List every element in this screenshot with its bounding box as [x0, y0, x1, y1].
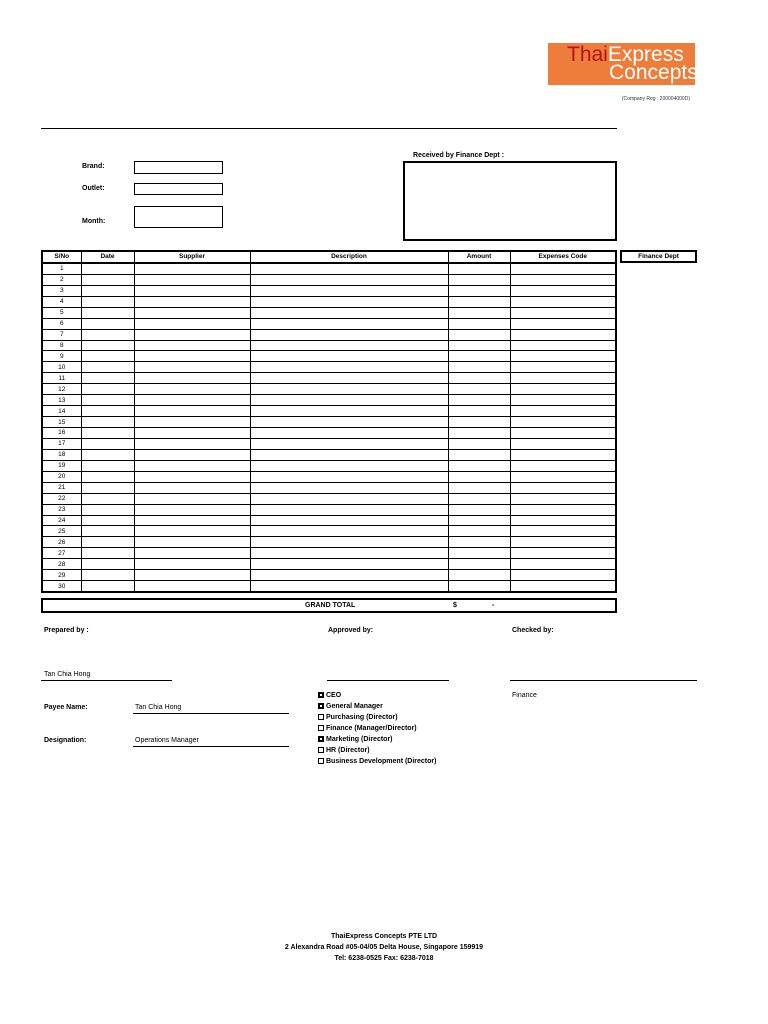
- cell-date[interactable]: [81, 373, 134, 384]
- cell-supplier[interactable]: [134, 285, 250, 296]
- cell-amount[interactable]: [448, 417, 510, 428]
- cell-description[interactable]: [250, 351, 448, 362]
- table-row: [42, 526, 616, 537]
- table-row: [42, 559, 616, 570]
- received-label: Received by Finance Dept :: [413, 152, 505, 159]
- table-row: [42, 417, 616, 428]
- cell-sno: 6: [42, 318, 81, 329]
- cell-sno: 4: [42, 296, 81, 307]
- cell-sno: 8: [42, 340, 81, 351]
- finance-dept-header: Finance Dept: [620, 250, 697, 263]
- col-header-amount: Amount: [448, 251, 510, 263]
- cell-date[interactable]: [81, 526, 134, 537]
- cell-description[interactable]: [250, 362, 448, 373]
- cell-supplier[interactable]: [134, 504, 250, 515]
- cell-description[interactable]: [250, 417, 448, 428]
- cell-supplier[interactable]: [134, 449, 250, 460]
- table-row: [42, 373, 616, 384]
- cell-description[interactable]: [250, 493, 448, 504]
- cell-description[interactable]: [250, 438, 448, 449]
- cell-date[interactable]: [81, 384, 134, 395]
- cell-supplier[interactable]: [134, 307, 250, 318]
- checkbox-icon[interactable]: [318, 725, 324, 731]
- cell-date[interactable]: [81, 406, 134, 417]
- payee-name-label: Payee Name:: [44, 704, 88, 711]
- col-header-sno: S/No: [42, 251, 81, 263]
- cell-supplier[interactable]: [134, 581, 250, 592]
- cell-sno: 11: [42, 373, 81, 384]
- table-row: [42, 548, 616, 559]
- cell-description[interactable]: [250, 406, 448, 417]
- cell-description[interactable]: [250, 460, 448, 471]
- cell-expenses-code[interactable]: [510, 307, 616, 318]
- checkbox-icon[interactable]: [318, 703, 324, 709]
- cell-description[interactable]: [250, 428, 448, 439]
- cell-date[interactable]: [81, 581, 134, 592]
- cell-sno: 22: [42, 493, 81, 504]
- cell-amount[interactable]: [448, 581, 510, 592]
- cell-supplier[interactable]: [134, 515, 250, 526]
- logo-text-express: Express: [607, 43, 684, 66]
- grand-total-currency: $: [453, 602, 457, 609]
- checked-by-label: Checked by:: [512, 627, 554, 634]
- cell-expenses-code[interactable]: [510, 526, 616, 537]
- finance-label: Finance: [512, 692, 537, 699]
- grand-total-value: -: [492, 602, 495, 609]
- cell-date[interactable]: [81, 362, 134, 373]
- cell-sno: 12: [42, 384, 81, 395]
- received-box[interactable]: [403, 161, 617, 241]
- cell-expenses-code[interactable]: [510, 482, 616, 493]
- cell-sno: 21: [42, 482, 81, 493]
- cell-expenses-code[interactable]: [510, 471, 616, 482]
- cell-supplier[interactable]: [134, 373, 250, 384]
- month-label: Month:: [82, 218, 106, 225]
- cell-supplier[interactable]: [134, 395, 250, 406]
- cell-amount[interactable]: [448, 395, 510, 406]
- checkbox-icon[interactable]: [318, 758, 324, 764]
- cell-date[interactable]: [81, 307, 134, 318]
- cell-sno: 23: [42, 504, 81, 515]
- cell-amount[interactable]: [448, 570, 510, 581]
- cell-expenses-code[interactable]: [510, 274, 616, 285]
- cell-date[interactable]: [81, 285, 134, 296]
- cell-amount[interactable]: [448, 362, 510, 373]
- checkbox-icon[interactable]: [318, 692, 324, 698]
- cell-date[interactable]: [81, 504, 134, 515]
- cell-supplier[interactable]: [134, 263, 250, 274]
- cell-supplier[interactable]: [134, 548, 250, 559]
- cell-expenses-code[interactable]: [510, 460, 616, 471]
- cell-expenses-code[interactable]: [510, 373, 616, 384]
- cell-expenses-code[interactable]: [510, 548, 616, 559]
- cell-expenses-code[interactable]: [510, 581, 616, 592]
- cell-amount[interactable]: [448, 504, 510, 515]
- cell-description[interactable]: [250, 559, 448, 570]
- cell-amount[interactable]: [448, 340, 510, 351]
- cell-description[interactable]: [250, 515, 448, 526]
- cell-date[interactable]: [81, 417, 134, 428]
- cell-sno: 5: [42, 307, 81, 318]
- approver-business-development[interactable]: Business Development (Director): [318, 758, 436, 765]
- cell-expenses-code[interactable]: [510, 504, 616, 515]
- table-row: [42, 428, 616, 439]
- cell-sno: 26: [42, 537, 81, 548]
- cell-description[interactable]: [250, 526, 448, 537]
- cell-expenses-code[interactable]: [510, 362, 616, 373]
- cell-supplier[interactable]: [134, 537, 250, 548]
- table-row: [42, 395, 616, 406]
- cell-date[interactable]: [81, 548, 134, 559]
- cell-expenses-code[interactable]: [510, 285, 616, 296]
- cell-sno: 16: [42, 428, 81, 439]
- table-row: [42, 318, 616, 329]
- cell-supplier[interactable]: [134, 471, 250, 482]
- col-header-expenses-code: Expenses Code: [510, 251, 616, 263]
- designation-label: Designation:: [44, 737, 87, 744]
- col-header-supplier: Supplier: [134, 251, 250, 263]
- cell-amount[interactable]: [448, 406, 510, 417]
- cell-description[interactable]: [250, 395, 448, 406]
- cell-date[interactable]: [81, 351, 134, 362]
- cell-date[interactable]: [81, 318, 134, 329]
- cell-expenses-code[interactable]: [510, 559, 616, 570]
- cell-amount[interactable]: [448, 471, 510, 482]
- cell-expenses-code[interactable]: [510, 438, 616, 449]
- logo-text-concepts: Concepts: [609, 61, 698, 84]
- prepared-name: Tan Chia Hong: [44, 671, 91, 678]
- cell-description[interactable]: [250, 373, 448, 384]
- cell-expenses-code[interactable]: [510, 384, 616, 395]
- table-row: [42, 449, 616, 460]
- grand-total-label: GRAND TOTAL: [305, 602, 356, 609]
- footer-company: ThaiExpress Concepts PTE LTD: [330, 933, 438, 940]
- cell-expenses-code[interactable]: [510, 395, 616, 406]
- company-reg: (Company Reg : 200004000D): [621, 96, 690, 102]
- company-logo: [548, 43, 698, 85]
- table-row: [42, 471, 616, 482]
- table-row: [42, 438, 616, 449]
- cell-sno: 9: [42, 351, 81, 362]
- prepared-signature-line: [41, 680, 172, 681]
- table-header-row: [42, 251, 616, 263]
- cell-description[interactable]: [250, 274, 448, 285]
- table-row: [42, 351, 616, 362]
- cell-description[interactable]: [250, 318, 448, 329]
- cell-supplier[interactable]: [134, 570, 250, 581]
- cell-sno: 24: [42, 515, 81, 526]
- cell-sno: 2: [42, 274, 81, 285]
- cell-sno: 15: [42, 417, 81, 428]
- cell-expenses-code[interactable]: [510, 351, 616, 362]
- cell-expenses-code[interactable]: [510, 570, 616, 581]
- cell-expenses-code[interactable]: [510, 329, 616, 340]
- cell-expenses-code[interactable]: [510, 318, 616, 329]
- cell-amount[interactable]: [448, 351, 510, 362]
- cell-sno: 1: [42, 263, 81, 274]
- cell-description[interactable]: [250, 285, 448, 296]
- cell-sno: 25: [42, 526, 81, 537]
- prepared-by-label: Prepared by :: [44, 627, 89, 634]
- header-divider: [41, 128, 617, 129]
- cell-date[interactable]: [81, 428, 134, 439]
- cell-date[interactable]: [81, 340, 134, 351]
- table-row: [42, 362, 616, 373]
- brand-field[interactable]: [134, 161, 223, 174]
- approver-ceo[interactable]: CEO: [318, 692, 341, 699]
- cell-amount[interactable]: [448, 274, 510, 285]
- table-row: [42, 406, 616, 417]
- cell-amount[interactable]: [448, 548, 510, 559]
- grand-total-row: [41, 598, 617, 613]
- cell-expenses-code[interactable]: [510, 263, 616, 274]
- table-row: [42, 329, 616, 340]
- col-header-date: Date: [81, 251, 134, 263]
- checkbox-icon[interactable]: [318, 736, 324, 742]
- cell-date[interactable]: [81, 570, 134, 581]
- payee-name-value: Tan Chia Hong: [135, 704, 182, 711]
- outlet-field[interactable]: [134, 183, 223, 195]
- table-row: [42, 504, 616, 515]
- table-row: [42, 460, 616, 471]
- cell-description[interactable]: [250, 548, 448, 559]
- table-row: [42, 384, 616, 395]
- expense-table: [41, 250, 617, 593]
- cell-description[interactable]: [250, 384, 448, 395]
- cell-date[interactable]: [81, 460, 134, 471]
- cell-description[interactable]: [250, 340, 448, 351]
- month-field[interactable]: [134, 206, 223, 228]
- table-row: [42, 340, 616, 351]
- cell-supplier[interactable]: [134, 417, 250, 428]
- approver-finance[interactable]: Finance (Manager/Director): [318, 725, 417, 732]
- table-row: [42, 296, 616, 307]
- cell-expenses-code[interactable]: [510, 537, 616, 548]
- table-row: [42, 482, 616, 493]
- cell-amount[interactable]: [448, 318, 510, 329]
- cell-supplier[interactable]: [134, 428, 250, 439]
- table-row: [42, 263, 616, 274]
- cell-supplier[interactable]: [134, 351, 250, 362]
- cell-description[interactable]: [250, 504, 448, 515]
- cell-amount[interactable]: [448, 428, 510, 439]
- cell-date[interactable]: [81, 482, 134, 493]
- footer-address: 2 Alexandra Road #05-04/05 Delta House, Singapore 159919: [284, 944, 484, 951]
- outlet-label: Outlet:: [82, 185, 105, 192]
- table-row: [42, 515, 616, 526]
- approver-general-manager[interactable]: General Manager: [318, 703, 383, 710]
- cell-expenses-code[interactable]: [510, 449, 616, 460]
- cell-amount[interactable]: [448, 373, 510, 384]
- cell-expenses-code[interactable]: [510, 406, 616, 417]
- cell-supplier[interactable]: [134, 493, 250, 504]
- cell-supplier[interactable]: [134, 384, 250, 395]
- cell-date[interactable]: [81, 296, 134, 307]
- cell-sno: 17: [42, 438, 81, 449]
- cell-supplier[interactable]: [134, 340, 250, 351]
- checked-signature-line: [510, 680, 697, 681]
- cell-amount[interactable]: [448, 263, 510, 274]
- cell-supplier[interactable]: [134, 526, 250, 537]
- cell-amount[interactable]: [448, 515, 510, 526]
- cell-date[interactable]: [81, 515, 134, 526]
- cell-sno: 19: [42, 460, 81, 471]
- cell-amount[interactable]: [448, 526, 510, 537]
- cell-date[interactable]: [81, 274, 134, 285]
- cell-expenses-code[interactable]: [510, 340, 616, 351]
- cell-amount[interactable]: [448, 384, 510, 395]
- cell-date[interactable]: [81, 329, 134, 340]
- cell-amount[interactable]: [448, 449, 510, 460]
- cell-description[interactable]: [250, 537, 448, 548]
- cell-supplier[interactable]: [134, 482, 250, 493]
- cell-date[interactable]: [81, 438, 134, 449]
- cell-expenses-code[interactable]: [510, 428, 616, 439]
- cell-description[interactable]: [250, 307, 448, 318]
- table-row: [42, 307, 616, 318]
- cell-sno: 10: [42, 362, 81, 373]
- table-row: [42, 581, 616, 592]
- cell-amount[interactable]: [448, 307, 510, 318]
- cell-date[interactable]: [81, 471, 134, 482]
- payee-name-line: [133, 713, 289, 714]
- cell-description[interactable]: [250, 581, 448, 592]
- approved-signature-line: [327, 680, 449, 681]
- cell-expenses-code[interactable]: [510, 515, 616, 526]
- cell-expenses-code[interactable]: [510, 417, 616, 428]
- cell-description[interactable]: [250, 263, 448, 274]
- brand-label: Brand:: [82, 163, 105, 170]
- cell-amount[interactable]: [448, 285, 510, 296]
- table-row: [42, 285, 616, 296]
- cell-amount[interactable]: [448, 493, 510, 504]
- designation-value: Operations Manager: [135, 737, 199, 744]
- cell-description[interactable]: [250, 570, 448, 581]
- cell-amount[interactable]: [448, 296, 510, 307]
- cell-amount[interactable]: [448, 438, 510, 449]
- cell-supplier[interactable]: [134, 274, 250, 285]
- cell-description[interactable]: [250, 296, 448, 307]
- cell-description[interactable]: [250, 329, 448, 340]
- cell-sno: 30: [42, 581, 81, 592]
- cell-date[interactable]: [81, 537, 134, 548]
- table-row: [42, 537, 616, 548]
- approved-by-label: Approved by:: [328, 627, 374, 634]
- cell-amount[interactable]: [448, 559, 510, 570]
- table-row: [42, 570, 616, 581]
- cell-supplier[interactable]: [134, 406, 250, 417]
- cell-date[interactable]: [81, 493, 134, 504]
- footer-contact: Tel: 6238-0525 Fax: 6238-7018: [334, 955, 434, 962]
- cell-supplier[interactable]: [134, 329, 250, 340]
- cell-sno: 18: [42, 449, 81, 460]
- cell-amount[interactable]: [448, 460, 510, 471]
- cell-supplier[interactable]: [134, 438, 250, 449]
- table-row: [42, 274, 616, 285]
- cell-supplier[interactable]: [134, 318, 250, 329]
- cell-date[interactable]: [81, 559, 134, 570]
- cell-sno: 29: [42, 570, 81, 581]
- cell-date[interactable]: [81, 449, 134, 460]
- col-header-description: Description: [250, 251, 448, 263]
- designation-line: [133, 746, 289, 747]
- cell-date[interactable]: [81, 263, 134, 274]
- cell-sno: 3: [42, 285, 81, 296]
- cell-supplier[interactable]: [134, 296, 250, 307]
- cell-description[interactable]: [250, 471, 448, 482]
- cell-amount[interactable]: [448, 329, 510, 340]
- checkbox-icon[interactable]: [318, 747, 324, 753]
- cell-supplier[interactable]: [134, 460, 250, 471]
- cell-supplier[interactable]: [134, 559, 250, 570]
- cell-description[interactable]: [250, 449, 448, 460]
- cell-description[interactable]: [250, 482, 448, 493]
- checkbox-icon[interactable]: [318, 714, 324, 720]
- approver-purchasing[interactable]: Purchasing (Director): [318, 714, 398, 721]
- approver-hr[interactable]: HR (Director): [318, 747, 370, 754]
- cell-expenses-code[interactable]: [510, 493, 616, 504]
- cell-sno: 13: [42, 395, 81, 406]
- cell-amount[interactable]: [448, 482, 510, 493]
- cell-sno: 27: [42, 548, 81, 559]
- cell-sno: 14: [42, 406, 81, 417]
- approver-marketing[interactable]: Marketing (Director): [318, 736, 393, 743]
- table-row: [42, 493, 616, 504]
- logo-text-thai: Thai: [567, 43, 608, 66]
- cell-expenses-code[interactable]: [510, 296, 616, 307]
- cell-amount[interactable]: [448, 537, 510, 548]
- cell-supplier[interactable]: [134, 362, 250, 373]
- cell-sno: 28: [42, 559, 81, 570]
- cell-date[interactable]: [81, 395, 134, 406]
- cell-sno: 7: [42, 329, 81, 340]
- cell-sno: 20: [42, 471, 81, 482]
